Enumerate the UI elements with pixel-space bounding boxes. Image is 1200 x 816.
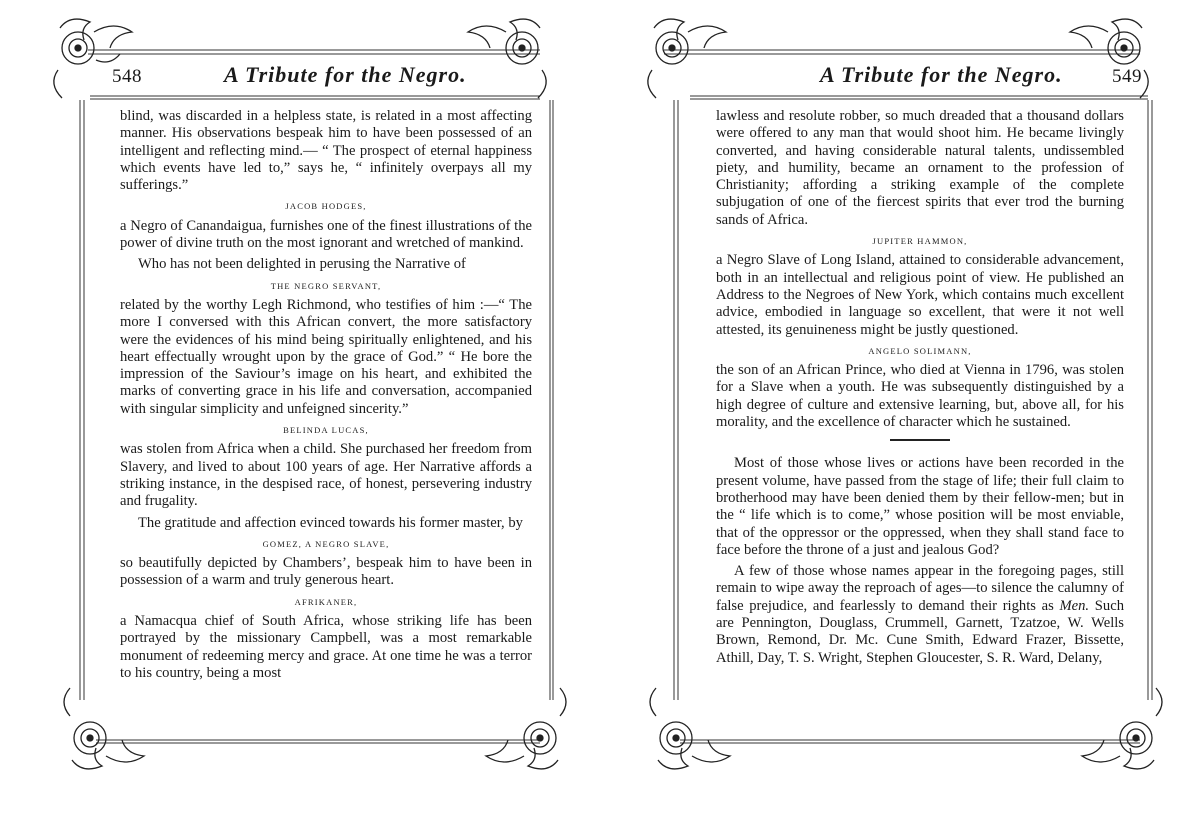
paragraph: related by the worthy Legh Richmond, who testifies of him :—“ The more I conversed with this African convert, the more satisfactory were the evidences of his mind being spiritually enlightened, and his heart effectually wrought upon by the grace of God.” “ He bore the impression of the Saviour’s image on his heart, and exhibited the marks of converting grace in his life and conversation, accompanied with singular simplicity and unfeigned sincerity.” xyxy=(120,296,532,417)
paragraph: the son of an African Prince, who died at Vienna in 1796, was stolen for a Slave when a youth. He was subsequently distinguished by a high degree of culture and extensive learning, but, above all, for his morality, and the excellence of character which he sustained. xyxy=(716,362,1124,431)
paragraph xyxy=(716,563,1124,667)
section-heading: AFRIKANER, xyxy=(294,596,358,607)
paragraph-text: A few of those whose names appear in the foregoing pages, still remain to wipe away the reproach of ages—to silence the calumny of false prejudice, and fearlessly to demand their rights as xyxy=(716,563,1124,614)
page-number: 548 xyxy=(112,66,142,87)
paragraph-text: Such are Pennington, Douglass, Crummell, Garnett, Tzatzoe, W. Wells Brown, Remond, Dr. Mc. Cune Smith, Edward Frazer, Bissette, Athill, Day, T. S. Wright, Stephen Gloucester, S. R. Ward, Delany, xyxy=(716,597,1124,666)
page-number: 549 xyxy=(1112,66,1142,87)
paragraph: Who has not been delighted in perusing the Narrative of xyxy=(138,256,466,273)
section-heading: BELINDA LUCAS, xyxy=(283,425,369,436)
paragraph: so beautifully depicted by Chambers’, bespeak him to have been in possession of a warm and truly generous heart. xyxy=(120,555,532,589)
body-text xyxy=(716,108,1124,667)
emphasis-text: Men. xyxy=(1059,597,1090,614)
paragraph: a Negro Slave of Long Island, attained to considerable advancement, both in an intellectual and religious point of view. He published an Address to the Negroes of New York, which contains much excellent advice, embodied in language so excellent, that were it not well attested, its genuineness might be justly questioned. xyxy=(716,252,1124,338)
paragraph: lawless and resolute robber, so much dreaded that a thousand dollars were offered to any man that would shoot him. He became livingly converted, and having considerable natural talents, undissembled piety, and humility, became an ornament to the profession of Christianity; affording a striking example of the complete subjugation of one of the fiercest spirits that ever trod the burning sands of Africa. xyxy=(716,108,1124,228)
running-head: A Tribute for the Negro. xyxy=(820,62,1063,87)
paragraph: was stolen from Africa when a child. She purchased her freedom from Slavery, and lived to about 100 years of age. Her Narrative affords a striking instance, in the despised race, of honest, persevering industry and frugality. xyxy=(120,441,532,510)
section-heading: ANGELO SOLIMANN, xyxy=(868,345,972,356)
paragraph: Most of those whose lives or actions have been recorded in the present volume, have passed from the stage of life; their full claim to brotherhood may have been denied them by their fellow-men; but in the “ life which is to come,” whose position will be most enviable, that of the oppressor or the oppressed, when they shall stand face to face before the throne of a just and jealous God? xyxy=(716,455,1124,558)
right-page xyxy=(600,0,1200,816)
page-header xyxy=(712,62,1142,96)
section-divider xyxy=(890,439,950,441)
running-head: A Tribute for the Negro. xyxy=(224,62,467,87)
section-heading: JUPITER HAMMON, xyxy=(872,236,968,247)
paragraph: a Negro of Canandaigua, furnishes one of the finest illustrations of the power of divine truth on the most ignorant and wretched of mankind. xyxy=(120,217,532,252)
body-text xyxy=(120,108,532,682)
page-header xyxy=(112,62,532,96)
section-heading: GOMEZ, A NEGRO SLAVE, xyxy=(262,538,390,549)
section-heading: THE NEGRO SERVANT, xyxy=(270,280,382,291)
paragraph: a Namacqua chief of South Africa, whose striking life has been portrayed by the missionary Campbell, was a most remarkable monument of redeeming mercy and grace. At one time he was a terror to his country, being a most xyxy=(120,613,532,681)
paragraph: blind, was discarded in a helpless state, is related in a most affecting manner. His observations bespeak him to have been possessed of an intelligent and reflecting mind.— “ The prospect of eternal happiness which events have led to,” says he, “ infinitely overpays all my sufferings.” xyxy=(120,108,532,194)
section-heading: JACOB HODGES, xyxy=(285,201,367,212)
paragraph: The gratitude and affection evinced towards his former master, by xyxy=(138,514,523,531)
